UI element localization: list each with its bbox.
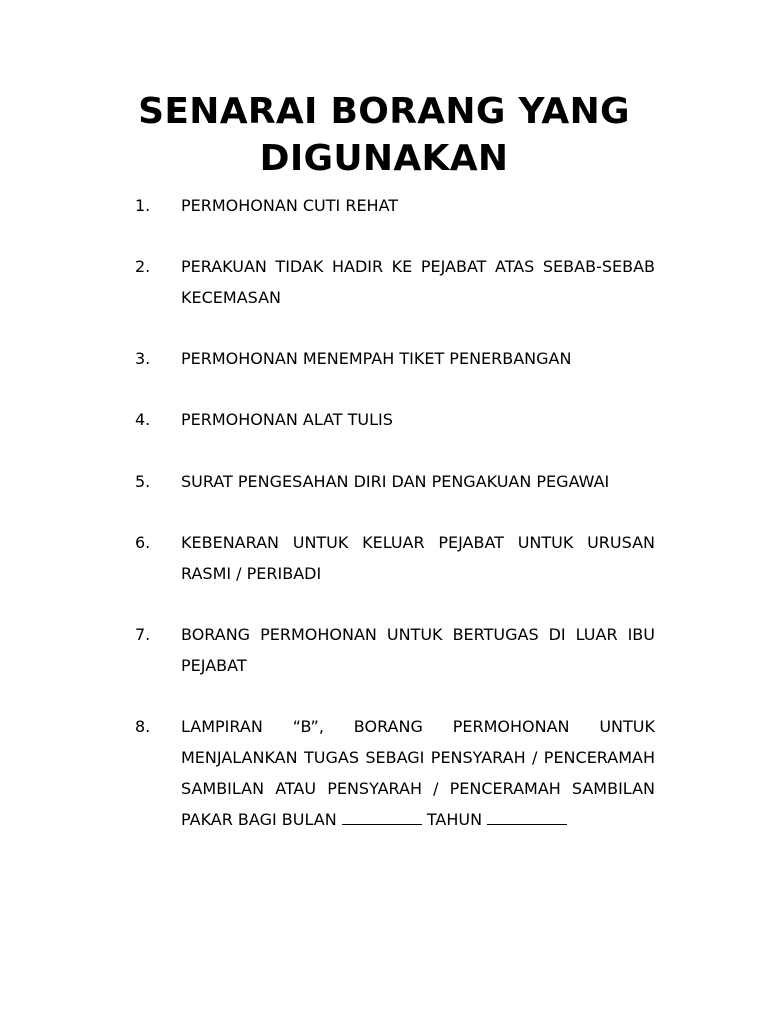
year-label: TAHUN bbox=[426, 810, 483, 829]
month-blank-line bbox=[342, 809, 422, 825]
list-item-text: PERMOHONAN MENEMPAH TIKET PENERBANGAN bbox=[181, 349, 572, 368]
list-item-number: 3. bbox=[135, 349, 151, 368]
list-item-8-body: LAMPIRAN “B”, BORANG PERMOHONAN UNTUK MENJALANKAN TUGAS SEBAGI PENSYARAH / PENCERAMAH SAMBILAN ATAU PENSYARAH / PENCERAMAH SAMBILAN PAKAR BAGI BULAN bbox=[181, 717, 655, 829]
year-blank-line bbox=[487, 809, 567, 825]
list-item-text bbox=[181, 711, 655, 835]
list-item-number: 7. bbox=[135, 625, 151, 644]
list-item-text: SURAT PENGESAHAN DIRI DAN PENGAKUAN PEGAWAI bbox=[181, 472, 610, 491]
document-title-line-1: SENARAI BORANG YANG bbox=[138, 91, 630, 132]
document-title-line-2: DIGUNAKAN bbox=[259, 138, 509, 179]
list-item-number: 4. bbox=[135, 410, 151, 429]
list-item-number: 2. bbox=[135, 257, 151, 276]
list-item-number: 1. bbox=[135, 196, 151, 215]
list-item-text: KEBENARAN UNTUK KELUAR PEJABAT UNTUK URUSAN RASMI / PERIBADI bbox=[181, 533, 655, 583]
list-item-text: PERMOHONAN CUTI REHAT bbox=[181, 196, 399, 215]
list-item-number: 6. bbox=[135, 533, 151, 552]
list-item-text: BORANG PERMOHONAN UNTUK BERTUGAS DI LUAR IBU PEJABAT bbox=[181, 625, 655, 675]
list-item-number: 5. bbox=[135, 472, 151, 491]
list-item-text: PERMOHONAN ALAT TULIS bbox=[181, 410, 393, 429]
list-item-text: PERAKUAN TIDAK HADIR KE PEJABAT ATAS SEBAB-SEBAB KECEMASAN bbox=[181, 257, 655, 307]
list-item-number: 8. bbox=[135, 717, 151, 736]
